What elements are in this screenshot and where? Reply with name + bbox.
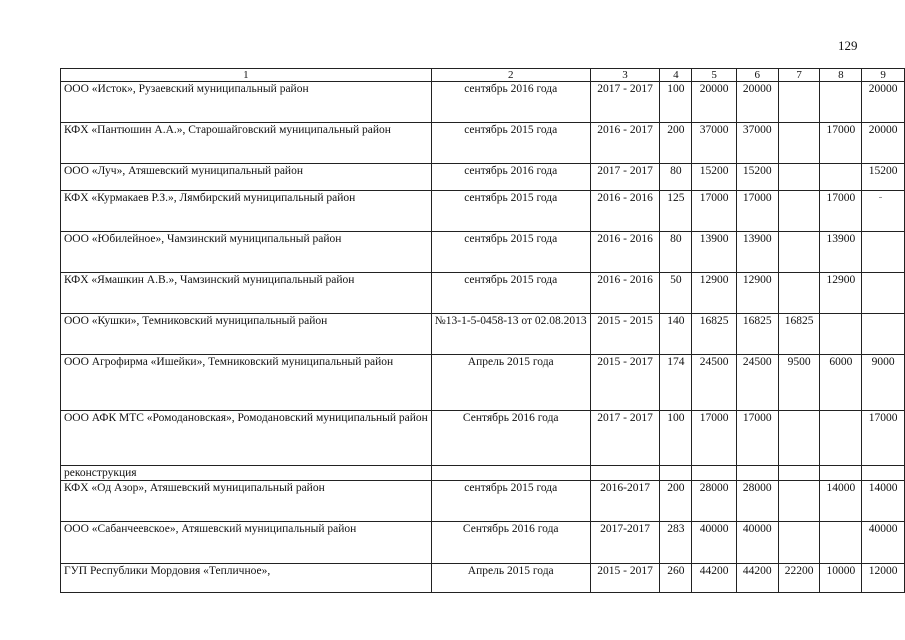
cell-value: 15200 (862, 164, 905, 191)
cell-organization: ООО «Луч», Атяшевский муниципальный район (61, 164, 432, 191)
cell-value: 13900 (820, 232, 862, 273)
cell-value (736, 466, 778, 481)
cell-value: 14000 (862, 481, 905, 522)
table-row (61, 232, 905, 273)
cell-value: 40000 (862, 522, 905, 564)
cell-value (778, 232, 820, 273)
cell-value: 17000 (820, 123, 862, 164)
cell-value: 140 (660, 314, 692, 355)
cell-date: Сентябрь 2016 года (431, 522, 590, 564)
cell-period: 2017 - 2017 (590, 411, 660, 466)
cell-value: 17000 (736, 191, 778, 232)
cell-value: 17000 (692, 191, 736, 232)
cell-organization: реконструкция (61, 466, 432, 481)
cell-organization: КФХ «Курмакаев Р.З.», Лямбирский муниципальный район (61, 191, 432, 232)
cell-value (778, 164, 820, 191)
cell-value (778, 522, 820, 564)
cell-value: 12900 (820, 273, 862, 314)
column-header: 8 (820, 69, 862, 82)
cell-organization: ООО «Исток», Рузаевский муниципальный район (61, 82, 432, 123)
cell-value: 28000 (692, 481, 736, 522)
column-header: 5 (692, 69, 736, 82)
table-row (61, 123, 905, 164)
cell-value: 260 (660, 564, 692, 593)
cell-value: 174 (660, 355, 692, 411)
cell-period (590, 466, 660, 481)
table-row (61, 564, 905, 593)
cell-period: 2016 - 2017 (590, 123, 660, 164)
cell-date: сентябрь 2016 года (431, 82, 590, 123)
table-row (61, 411, 905, 466)
column-header: 4 (660, 69, 692, 82)
cell-value: 9000 (862, 355, 905, 411)
page-number: 129 (838, 38, 858, 53)
cell-value: 100 (660, 411, 692, 466)
cell-period: 2016 - 2016 (590, 273, 660, 314)
table-row (61, 522, 905, 564)
cell-organization: ООО «Юбилейное», Чамзинский муниципальный район (61, 232, 432, 273)
cell-period: 2015 - 2015 (590, 314, 660, 355)
cell-value (820, 164, 862, 191)
cell-period: 2017 - 2017 (590, 164, 660, 191)
cell-value (778, 466, 820, 481)
cell-value: 12000 (862, 564, 905, 593)
column-header: 9 (862, 69, 905, 82)
cell-period: 2017 - 2017 (590, 82, 660, 123)
cell-period: 2015 - 2017 (590, 564, 660, 593)
cell-date (431, 466, 590, 481)
cell-value: 15200 (692, 164, 736, 191)
cell-value: 15200 (736, 164, 778, 191)
cell-organization: ООО Агрофирма «Ишейки», Темниковский муниципальный район (61, 355, 432, 411)
cell-period: 2017-2017 (590, 522, 660, 564)
cell-value: 17000 (862, 411, 905, 466)
cell-organization: ГУП Республики Мордовия «Тепличное», (61, 564, 432, 593)
cell-value: 37000 (736, 123, 778, 164)
cell-value: 50 (660, 273, 692, 314)
cell-value: 24500 (736, 355, 778, 411)
cell-date: Апрель 2015 года (431, 564, 590, 593)
cell-value (862, 466, 905, 481)
cell-value: 12900 (736, 273, 778, 314)
column-header: 6 (736, 69, 778, 82)
cell-period: 2015 - 2017 (590, 355, 660, 411)
cell-value: 17000 (692, 411, 736, 466)
cell-period: 2016-2017 (590, 481, 660, 522)
cell-value: 17000 (736, 411, 778, 466)
cell-value: 13900 (736, 232, 778, 273)
cell-date: сентябрь 2016 года (431, 164, 590, 191)
cell-organization: ООО «Кушки», Темниковский муниципальный район (61, 314, 432, 355)
column-header: 3 (590, 69, 660, 82)
cell-date: №13-1-5-0458-13 от 02.08.2013 (431, 314, 590, 355)
cell-period: 2016 - 2016 (590, 232, 660, 273)
cell-value: 10000 (820, 564, 862, 593)
cell-value: 283 (660, 522, 692, 564)
cell-value (820, 522, 862, 564)
cell-date: Апрель 2015 года (431, 355, 590, 411)
cell-value: 37000 (692, 123, 736, 164)
cell-value (820, 82, 862, 123)
cell-value: 13900 (692, 232, 736, 273)
cell-value: 20000 (862, 123, 905, 164)
cell-value (862, 273, 905, 314)
cell-value (778, 123, 820, 164)
cell-value (820, 466, 862, 481)
cell-date: Сентябрь 2016 года (431, 411, 590, 466)
cell-organization: КФХ «Ямашкин А.В.», Чамзинский муниципальный район (61, 273, 432, 314)
cell-value: 16825 (778, 314, 820, 355)
cell-value: 200 (660, 123, 692, 164)
cell-value (862, 232, 905, 273)
cell-date: сентябрь 2015 года (431, 273, 590, 314)
cell-value: 14000 (820, 481, 862, 522)
cell-value (778, 411, 820, 466)
table-row (61, 314, 905, 355)
cell-organization: КФХ «Пантюшин А.А.», Старошайговский муниципальный район (61, 123, 432, 164)
cell-date: сентябрь 2015 года (431, 191, 590, 232)
table-row (61, 82, 905, 123)
cell-organization: КФХ «Од Азор», Атяшевский муниципальный район (61, 481, 432, 522)
cell-value (692, 466, 736, 481)
cell-value: 17000 (820, 191, 862, 232)
cell-value (660, 466, 692, 481)
table-row (61, 481, 905, 522)
table-row (61, 273, 905, 314)
cell-value: 200 (660, 481, 692, 522)
cell-value: 20000 (862, 82, 905, 123)
cell-value: 80 (660, 164, 692, 191)
cell-value: 24500 (692, 355, 736, 411)
cell-value: 9500 (778, 355, 820, 411)
table-row (61, 191, 905, 232)
cell-value: 44200 (692, 564, 736, 593)
data-table (60, 68, 905, 593)
cell-value (778, 273, 820, 314)
cell-value: 16825 (736, 314, 778, 355)
cell-value: 40000 (736, 522, 778, 564)
header-row (61, 69, 905, 82)
cell-value: 100 (660, 82, 692, 123)
cell-value: 44200 (736, 564, 778, 593)
cell-value: 28000 (736, 481, 778, 522)
cell-organization: ООО «Сабанчеевское», Атяшевский муниципальный район (61, 522, 432, 564)
table-row (61, 355, 905, 411)
cell-value (778, 191, 820, 232)
table-row (61, 466, 905, 481)
cell-value (820, 314, 862, 355)
cell-period: 2016 - 2016 (590, 191, 660, 232)
cell-date: сентябрь 2015 года (431, 481, 590, 522)
cell-value (778, 82, 820, 123)
cell-value: 6000 (820, 355, 862, 411)
cell-value (862, 191, 905, 232)
cell-value (778, 481, 820, 522)
column-header: 1 (61, 69, 432, 82)
cell-value: 12900 (692, 273, 736, 314)
cell-value: 22200 (778, 564, 820, 593)
cell-value: 20000 (692, 82, 736, 123)
cell-date: сентябрь 2015 года (431, 232, 590, 273)
table-row (61, 164, 905, 191)
cell-value (820, 411, 862, 466)
cell-value: 16825 (692, 314, 736, 355)
cell-value: 40000 (692, 522, 736, 564)
cell-value: 125 (660, 191, 692, 232)
column-header: 7 (778, 69, 820, 82)
cell-value: 80 (660, 232, 692, 273)
cell-value (862, 314, 905, 355)
cell-organization: ООО АФК МТС «Ромодановская», Ромодановский муниципальный район (61, 411, 432, 466)
column-header: 2 (431, 69, 590, 82)
cell-date: сентябрь 2015 года (431, 123, 590, 164)
cell-value: 20000 (736, 82, 778, 123)
